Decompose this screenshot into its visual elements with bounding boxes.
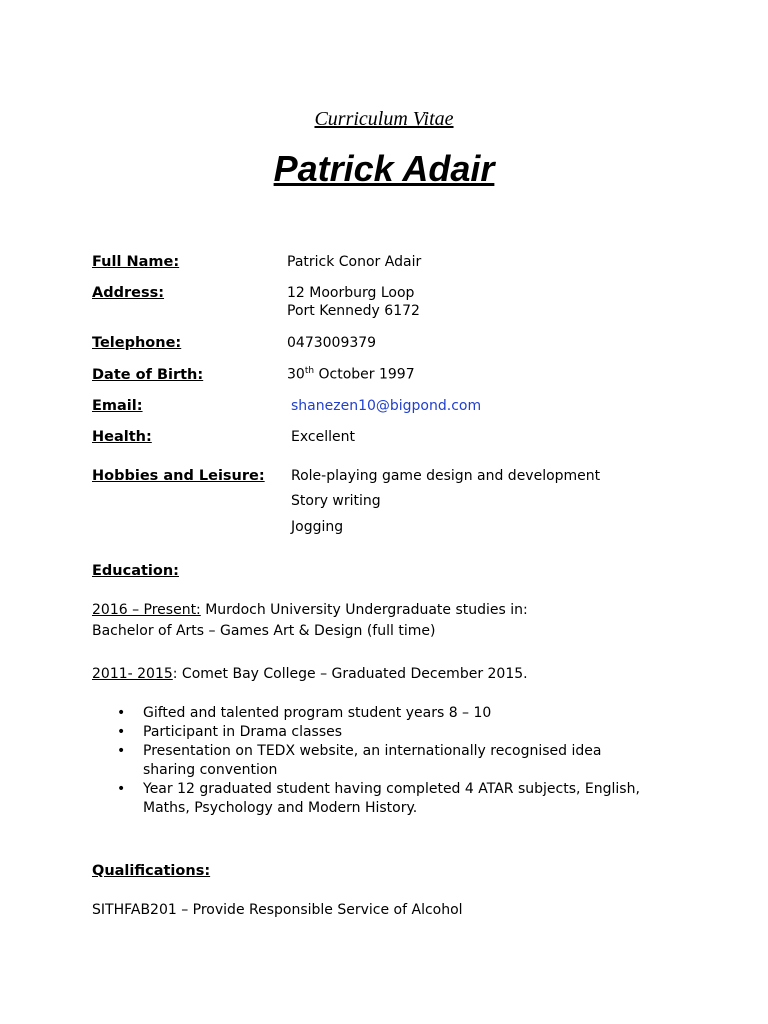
health-label: Health: <box>92 429 152 445</box>
qualifications-heading: Qualifications: <box>92 863 211 879</box>
list-item: • Presentation on TEDX website, an internationally recognised idea sharing convention <box>117 742 657 780</box>
dob-suffix: th <box>304 366 315 376</box>
hobby-item: Jogging <box>291 519 344 535</box>
education-entry-1-text: Murdoch University Undergraduate studies in: <box>200 602 528 618</box>
education-entry-2-date: 2011- 2015 <box>92 666 173 682</box>
list-item: • Gifted and talented program student years 8 – 10 <box>117 704 657 723</box>
address-line1: 12 Moorburg Loop <box>287 285 415 301</box>
education-entry-1-date: 2016 – Present: <box>92 602 201 618</box>
list-item: • Year 12 graduated student having completed 4 ATAR subjects, English, Maths, Psychology and Modern History. <box>117 780 657 818</box>
full-name-value: Patrick Conor Adair <box>287 254 422 270</box>
email-link[interactable]: shanezen10@bigpond.com <box>291 398 482 414</box>
list-item: • Participant in Drama classes <box>117 723 657 742</box>
health-value: Excellent <box>291 429 355 445</box>
telephone-label: Telephone: <box>92 335 182 351</box>
document-subtitle: Curriculum Vitae <box>314 108 454 130</box>
education-heading: Education: <box>92 563 179 579</box>
hobby-item: Story writing <box>291 493 381 509</box>
address-line2: Port Kennedy 6172 <box>287 303 420 319</box>
document-title: Patrick Adair <box>273 148 495 189</box>
hobby-item: Role-playing game design and development <box>291 468 601 484</box>
full-name-label: Full Name: <box>92 254 180 270</box>
education-entry-2 <box>92 666 528 682</box>
address-label: Address: <box>92 285 165 301</box>
qualification-item: SITHFAB201 – Provide Responsible Service of Alcohol <box>92 902 463 918</box>
education-entry-2-text: : Comet Bay College – Graduated December 2015. <box>172 666 528 682</box>
hobbies-label: Hobbies and Leisure: <box>92 468 265 484</box>
education-entry-1-degree: Bachelor of Arts – Games Art & Design (full time) <box>92 623 436 639</box>
dob-rest: October 1997 <box>314 366 415 383</box>
email-label: Email: <box>92 398 143 414</box>
education-bullet-list <box>117 704 657 818</box>
education-entry-1 <box>92 602 528 618</box>
dob-value <box>287 366 415 383</box>
dob-label: Date of Birth: <box>92 367 204 383</box>
telephone-value: 0473009379 <box>287 335 377 351</box>
dob-day: 30 <box>287 366 305 383</box>
